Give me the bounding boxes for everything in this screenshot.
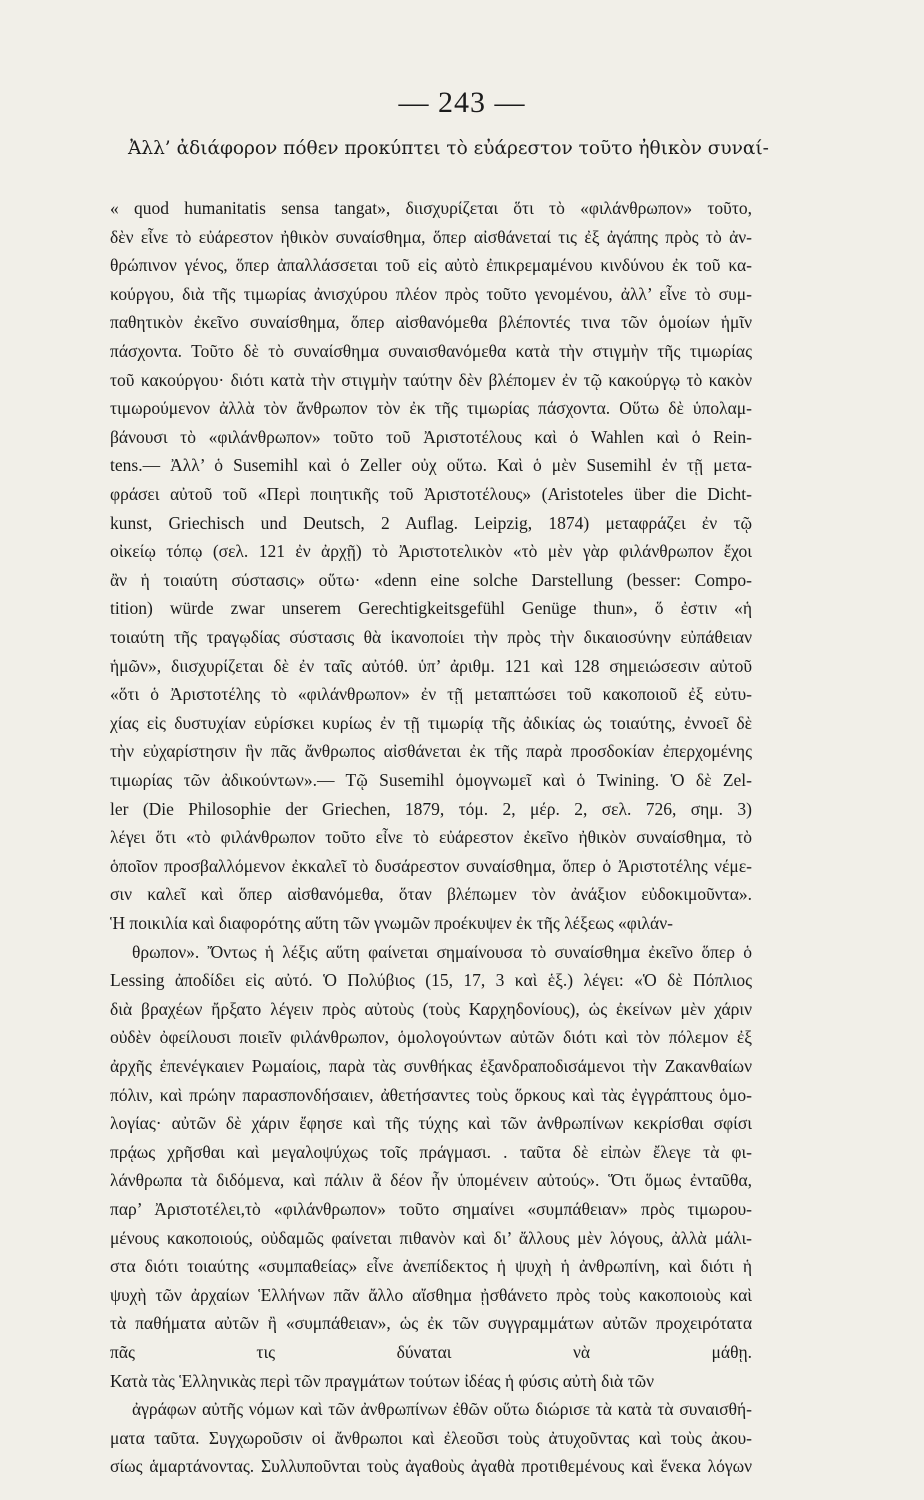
text-line: οὐδὲν ὀφείλουσι ποιεῖν φιλάνθρωπον, ὁμολογούντων αὐτῶν διότι καὶ τὸν πόλεμον ἐξ	[110, 1027, 752, 1048]
text-line: λογίας· αὐτῶν δὲ χάριν ἔφησε καὶ τῆς τύχης καὶ τῶν ἀνθρωπίνων κεκρίσθαι σφίσι	[110, 1113, 752, 1134]
text-line: χίας εἰς δυστυχίαν εὑρίσκει κυρίως ἐν τῇ τιμωρίᾳ τῆς ἀδικίας ὡς τοιαύτης, ἐννοεῖ δὲ	[110, 712, 752, 733]
text-line: ὁποῖον προσβαλλόμενον ἐκκαλεῖ τὸ δυσάρεστον συναίσθημα, ὅπερ ὁ Ἀριστοτέλης νέμε-	[110, 855, 752, 876]
text-line: ματα ταῦτα. Συγχωροῦσιν οἱ ἄνθρωποι καὶ ἐλεοῦσι τοὺς ἀτυχοῦντας καὶ τοὺς ἀκου-	[110, 1427, 752, 1448]
text-line: ψυχὴ τῶν ἀρχαίων Ἑλλήνων πᾶν ἄλλο αἴσθημα ᾐσθάνετο πρὸς τοὺς κακοποιοὺς καὶ	[110, 1284, 752, 1305]
text-line: δὲν εἶνε τὸ εὐάρεστον ἠθικὸν συναίσθημα, ὅπερ αἰσθάνεταί τις ἐξ ἀγάπης πρὸς τὸ ἀν-	[110, 226, 752, 247]
text-line: ἡμῶν», διισχυρίζεται δὲ ἐν ταῖς αὐτόθ. ὑπ’ ἀριθμ. 121 καὶ 128 σημειώσεσιν αὐτοῦ	[110, 655, 752, 676]
text-line: τιμωρίας τῶν ἀδικούντων».— Τῷ Susemihl ὁμογνωμεῖ καὶ ὁ Twining. Ὁ δὲ Zel-	[110, 770, 752, 790]
text-line: βάνουσι τὸ «φιλάνθρωπον» τοῦτο τοῦ Ἀριστοτέλους καὶ ὁ Wahlen καὶ ὁ Rein-	[110, 426, 752, 447]
text-line: tens.— Ἀλλ’ ὁ Susemihl καὶ ὁ Zeller οὐχ οὕτω. Καὶ ὁ μὲν Susemihl ἐν τῇ μετα-	[110, 455, 752, 476]
text-line: τιμωρούμενον ἀλλὰ τὸν ἄνθρωπον τὸν ἐκ τῆς τιμωρίας πάσχοντα. Οὕτω δὲ ὑπολαμ-	[110, 398, 752, 419]
text-line: « quod humanitatis sensa tangat», διισχυρίζεται ὅτι τὸ «φιλάνθρωπον» τοῦτο,	[110, 198, 752, 218]
text-line: σιν καλεῖ καὶ ὅπερ αἰσθανόμεθα, ὅταν βλέπωμεν τὸν ἀνάξιον εὐδοκιμοῦντα».	[110, 884, 752, 905]
text-line: ἂν ἡ τοιαύτη σύστασις» οὕτω· «denn eine solche Darstellung (besser: Compo-	[110, 569, 752, 590]
text-line: σίως ἁμαρτάνοντας. Συλλυποῦνται τοὺς ἀγαθοὺς ἀγαθὰ προτιθεμένους καὶ ἕνεκα λόγων	[110, 1456, 752, 1477]
text-line: Κατὰ τὰς Ἑλληνικὰς περὶ τῶν πραγμάτων τούτων ἰδέας ἡ φύσις αὐτὴ διὰ τῶν	[110, 1370, 655, 1391]
text-line: tition) würde zwar unserem Gerechtigkeitsgefühl Genüge thun», ὅ ἐστιν «ἡ	[110, 598, 752, 619]
text-line: στα διότι τοιαύτης «συμπαθείας» εἶνε ἀνεπίδεκτος ἡ ψυχὴ ἡ ἀνθρωπίνη, καὶ διότι ἡ	[110, 1256, 752, 1277]
text-line: λάνθρωπα τὰ διδόμενα, καὶ πάλιν ἃ δέον ἦν ὑπομένειν αὐτούς». Ὅτι ὅμως ἐνταῦθα,	[110, 1170, 752, 1191]
text-line: kunst, Griechisch und Deutsch, 2 Auflag. Leipzig, 1874) μεταφράζει ἐν τῷ	[110, 512, 752, 533]
text-line: Lessing ἀποδίδει εἰς αὐτό. Ὁ Πολύβιος (15, 17, 3 καὶ ἑξ.) λέγει: «Ὁ δὲ Πόπλιος	[110, 970, 752, 991]
page-number: — 243 —	[398, 86, 526, 119]
text-line: παρ’ Ἀριστοτέλει,τὸ «φιλάνθρωπον» τοῦτο σημαίνει «συμπάθειαν» πρὸς τιμωρου-	[110, 1199, 752, 1219]
text-line: Ἡ ποικιλία καὶ διαφορότης αὕτη τῶν γνωμῶν προέκυψεν ἐκ τῆς λέξεως «φιλάν-	[110, 913, 673, 933]
text-line: τοιαύτη τῆς τραγῳδίας σύστασις θὰ ἱκανοποίει τὴν πρὸς τὴν δικαιοσύνην εὐπάθειαν	[110, 627, 752, 647]
text-line: πρᾴως χρῆσθαι καὶ μεγαλοψύχως τοῖς πράγμασι. . ταῦτα δὲ εἰπὼν ἔλεγε τὰ φι-	[110, 1141, 752, 1162]
text-line: θρωπον». Ὄντως ἡ λέξις αὕτη φαίνεται σημαίνουσα τὸ συναίσθημα ἐκεῖνο ὅπερ ὁ	[132, 941, 752, 962]
text-line: πάσχοντα. Τοῦτο δὲ τὸ συναίσθημα συναισθανόμεθα κατὰ τὴν στιγμὴν τῆς τιμωρίας	[110, 341, 752, 361]
text-line: τοῦ κακούργου· διότι κατὰ τὴν στιγμὴν ταύτην δὲν βλέπομεν ἐν τῷ κακούργῳ τὸ κακὸν	[110, 369, 752, 390]
text-line: λέγει ὅτι «τὸ φιλάνθρωπον τοῦτο εἶνε τὸ εὐάρεστον ἐκεῖνο ἠθικὸν συναίσθημα, τὸ	[110, 827, 752, 848]
text-line: πᾶς τις δύναται νὰ μάθῃ.	[110, 1342, 752, 1362]
text-line: μένους κακοποιούς, οὐδαμῶς φαίνεται πιθανὸν καὶ δι’ ἄλλους μὲν λόγους, ἀλλὰ μάλι-	[110, 1227, 752, 1248]
text-line: πόλιν, καὶ πρώην παρασπονδήσαιεν, ἀθετήσαντες τοὺς ὅρκους καὶ τὰς ἐγγράπτους ὁμο-	[110, 1084, 752, 1105]
text-line: παθητικὸν ἐκεῖνο συναίσθημα, ὅπερ αἰσθανόμεθα βλέποντές τινα τῶν ὁμοίων ἡμῖν	[110, 312, 752, 333]
text-line: τὰ παθήματα αὐτῶν ἢ «συμπάθειαν», ὡς ἐκ τῶν συγγραμμάτων αὐτῶν προχειρότατα	[110, 1313, 752, 1334]
text-line: θρώπινον γένος, ὅπερ ἀπαλλάσσεται τοῦ εἰς αὐτὸ ἐπικρεμαμένου κινδύνου ἐκ τοῦ κα-	[110, 255, 752, 276]
text-line: διὰ βραχέων ἤρξατο λέγειν πρὸς αὐτοὺς (τοὺς Καρχηδονίους), ὡς ἐκείνων μὲν χάριν	[110, 998, 752, 1019]
text-line: ler (Die Philosophie der Griechen, 1879, τόμ. 2, μέρ. 2, σελ. 726, σημ. 3)	[110, 798, 752, 819]
text-line: κούργου, διὰ τῆς τιμωρίας ἀνισχύρου πλέον πρὸς τοῦτο γενομένου, ἀλλ’ εἶνε τὸ συμ-	[110, 283, 752, 304]
heading-line: Ἀλλ’ ἀδιάφορον πόθεν προκύπτει τὸ εὐάρεστον τοῦτο ἠθικὸν συναί-	[128, 138, 769, 159]
text-line: φράσει αὐτοῦ τοῦ «Περὶ ποιητικῆς τοῦ Ἀριστοτέλους» (Aristoteles über die Dicht-	[110, 484, 752, 504]
text-line: ἀγράφων αὐτῆς νόμων καὶ τῶν ἀνθρωπίνων ἐθῶν οὕτω διώρισε τὰ κατὰ τὰ συναισθή-	[132, 1399, 752, 1420]
text-line: τὴν εὐχαρίστησιν ἣν πᾶς ἄνθρωπος αἰσθάνεται ἐκ τῆς παρὰ προσδοκίαν ἐπερχομένης	[110, 741, 752, 762]
text-line: ἀρχῆς ἐπενέγκαιεν Ρωμαίοις, παρὰ τὰς συνθήκας ἐξανδραποδισάμενοι τὴν Ζακανθαίων	[110, 1056, 752, 1076]
text-line: «ὅτι ὁ Ἀριστοτέλης τὸ «φιλάνθρωπον» ἐν τῇ μεταπτώσει τοῦ κακοποιοῦ ἐξ εὐτυ-	[110, 684, 752, 705]
text-line: οἰκείῳ τόπῳ (σελ. 121 ἐν ἀρχῇ) τὸ Ἀριστοτελικὸν «τὸ μὲν γὰρ φιλάνθρωπον ἔχοι	[110, 541, 752, 562]
